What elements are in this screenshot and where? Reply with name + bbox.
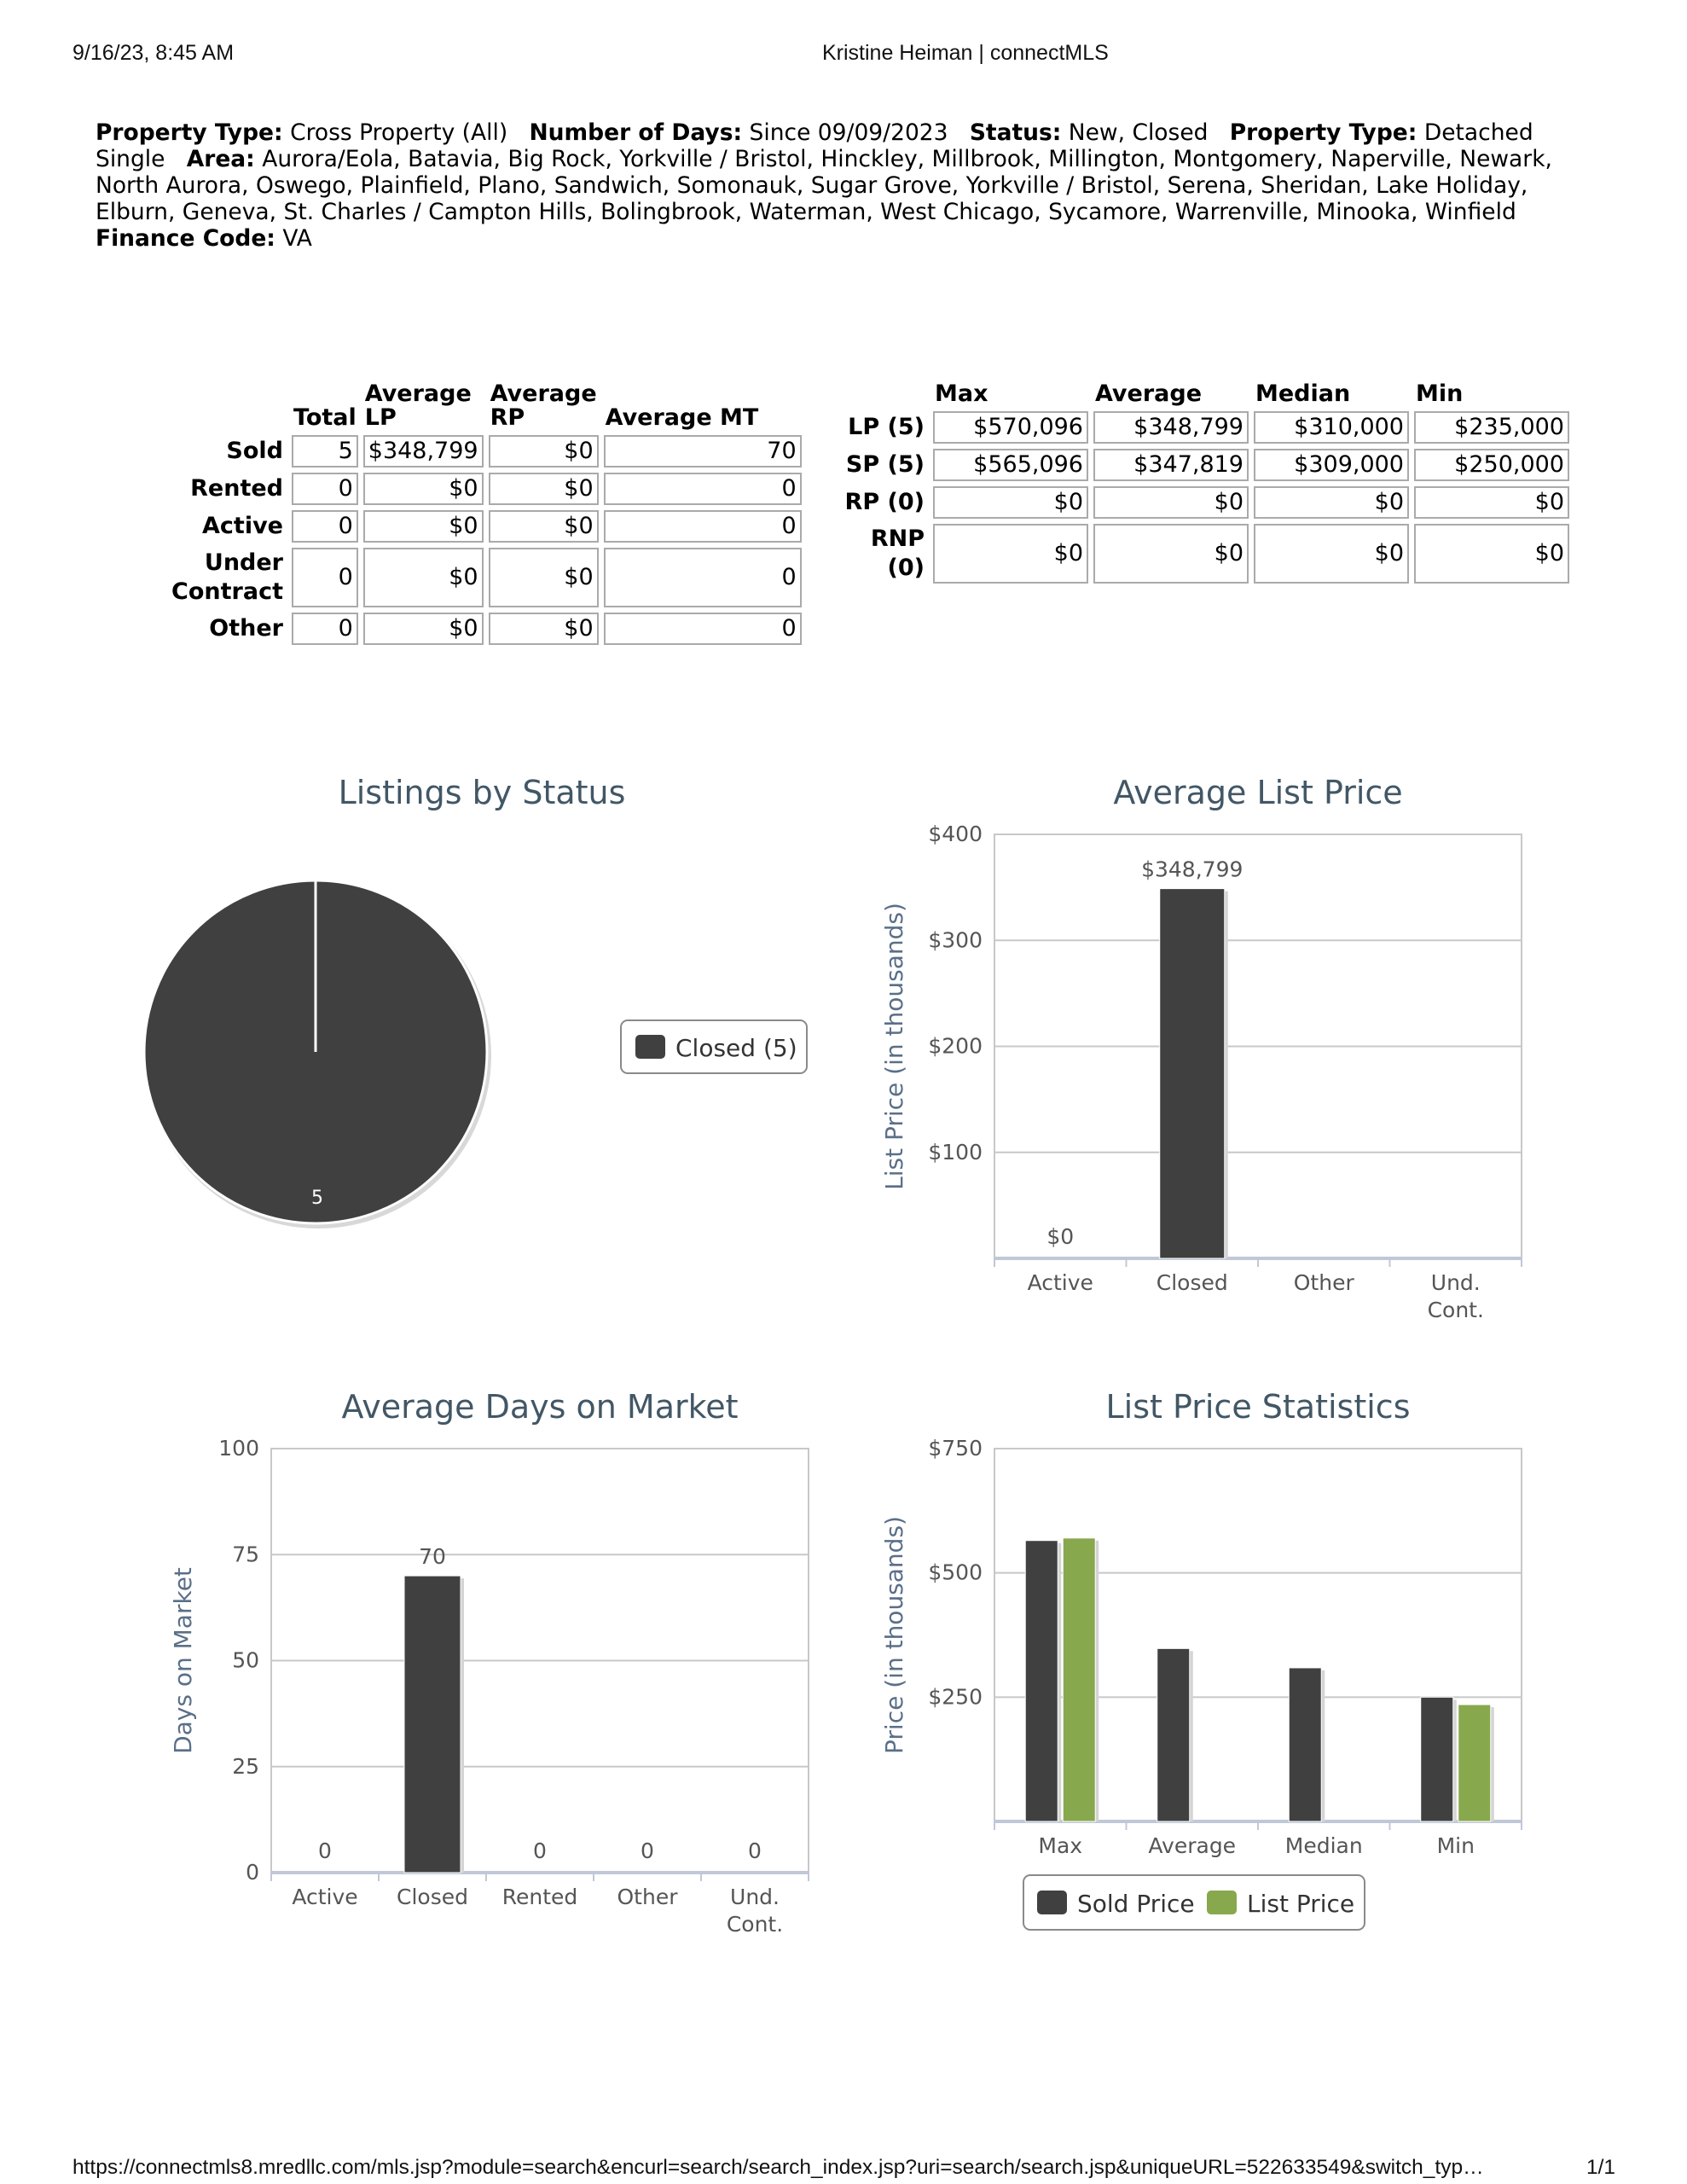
y-tick-label: 0 xyxy=(246,1860,259,1885)
chart-title: Average List Price xyxy=(1113,774,1403,811)
y-tick-label: $250 xyxy=(928,1684,983,1710)
y-tick-label: $750 xyxy=(928,1436,983,1461)
bar-sold-price xyxy=(1289,1668,1321,1821)
average-list-price-chart xyxy=(853,768,1569,1348)
table-cell: $0 xyxy=(363,548,484,607)
table-cell: $0 xyxy=(489,613,599,645)
x-tick-label: Other xyxy=(617,1885,678,1909)
column-header: Max xyxy=(935,380,988,407)
chart-title: Average Days on Market xyxy=(341,1388,739,1426)
criteria-label: Property Type: xyxy=(96,119,283,146)
criteria-label: Number of Days: xyxy=(529,119,743,146)
y-tick-label: 75 xyxy=(232,1542,259,1567)
table-cell: $0 xyxy=(1254,524,1409,584)
data-label: 0 xyxy=(641,1838,654,1863)
x-tick-label: Min xyxy=(1436,1833,1475,1858)
chart-title: List Price Statistics xyxy=(1105,1388,1411,1426)
row-label: RP (0) xyxy=(844,489,925,515)
criteria-label: Finance Code: xyxy=(96,225,275,252)
legend-label-list-price: List Price xyxy=(1247,1890,1355,1918)
criteria-value: Since 09/09/2023 xyxy=(749,119,948,146)
table-cell: $570,096 xyxy=(933,411,1088,444)
table-cell: $0 xyxy=(933,524,1088,584)
chart-title: Listings by Status xyxy=(338,774,626,811)
y-tick-label: $300 xyxy=(928,927,983,953)
bar xyxy=(404,1576,461,1873)
table-cell: $0 xyxy=(1093,524,1249,584)
search-criteria xyxy=(96,119,1614,252)
table-cell: $250,000 xyxy=(1414,449,1569,481)
column-header: Average RP xyxy=(490,380,597,431)
x-tick-label: Other xyxy=(1293,1270,1354,1295)
data-label: 0 xyxy=(748,1838,762,1863)
criteria-label: Status: xyxy=(969,119,1062,146)
x-tick-label: Und. Cont. xyxy=(726,1885,784,1937)
legend-label-sold-price: Sold Price xyxy=(1077,1890,1195,1918)
table-cell: $0 xyxy=(933,486,1088,519)
x-tick-label: Median xyxy=(1284,1833,1363,1858)
table-cell: $348,799 xyxy=(363,435,484,468)
x-tick-label: Rented xyxy=(501,1885,578,1909)
bar-sold-price xyxy=(1421,1697,1453,1821)
column-header: Median xyxy=(1255,380,1351,407)
table-row xyxy=(831,411,1569,444)
table-cell: $235,000 xyxy=(1414,411,1569,444)
row-label: SP (5) xyxy=(845,451,925,478)
column-header: Total xyxy=(293,404,357,431)
table-cell: 70 xyxy=(604,435,802,468)
table-cell: 5 xyxy=(292,435,358,468)
table-cell: 0 xyxy=(604,613,802,645)
row-label: Rented xyxy=(190,475,283,502)
criteria-value: New, Closed xyxy=(1068,119,1209,146)
data-label: $348,799 xyxy=(1141,857,1244,882)
table-cell: 0 xyxy=(604,510,802,543)
y-tick-label: $400 xyxy=(928,822,983,846)
y-axis-title: Days on Market xyxy=(169,1567,197,1754)
x-tick-label: Closed xyxy=(397,1885,468,1909)
criteria-label: Area: xyxy=(186,146,255,172)
legend-swatch-closed xyxy=(635,1035,665,1059)
table-cell: $0 xyxy=(1414,486,1569,519)
table-cell: 0 xyxy=(292,548,358,607)
table-row xyxy=(831,486,1569,519)
data-label: 0 xyxy=(318,1838,332,1863)
data-label: 70 xyxy=(419,1544,446,1570)
table-row xyxy=(96,613,802,645)
y-tick-label: $200 xyxy=(928,1033,983,1059)
table-row xyxy=(96,435,802,468)
bar xyxy=(1160,889,1225,1258)
table-row xyxy=(831,449,1569,481)
column-header: Average LP xyxy=(364,380,472,431)
y-tick-label: 100 xyxy=(218,1436,259,1461)
table-cell: $0 xyxy=(363,473,484,505)
table-cell: $0 xyxy=(1093,486,1249,519)
row-label: Active xyxy=(202,513,283,539)
footer-url: https://connectmls8.mredllc.com/mls.jsp?module=search&encurl=search/search_index.jsp?uri=search/search.jsp&uniqueURL=522633549&switch_typ… xyxy=(72,2156,1484,2179)
x-tick-label: Max xyxy=(1038,1833,1083,1858)
y-tick-label: 50 xyxy=(232,1647,259,1673)
bar-list-price xyxy=(1063,1538,1095,1821)
row-label: RNP (0) xyxy=(870,526,925,581)
row-label: Under Contract xyxy=(171,549,283,605)
data-label: $0 xyxy=(1046,1224,1075,1249)
print-datetime: 9/16/23, 8:45 AM xyxy=(72,41,235,65)
data-label: 0 xyxy=(533,1838,547,1863)
column-header: Average MT xyxy=(605,404,759,431)
table-cell: $310,000 xyxy=(1254,411,1409,444)
y-tick-label: $500 xyxy=(928,1560,983,1585)
criteria-value: Detached Single xyxy=(96,119,1533,172)
table-cell: 0 xyxy=(604,548,802,607)
pie-slice-label: 5 xyxy=(311,1188,323,1209)
row-label: Other xyxy=(209,615,283,642)
criteria-value: Aurora/Eola, Batavia, Big Rock, Yorkville / Bristol, Hinckley, Millbrook, Millington, Montgomery, Naperville, Newark, North Aurora, Oswego, Plainfield, Plano, Sandwich, Somonauk, Sugar Grove, Yorkville / Bristol, Serena, Sheridan, Lake Holiday, Elburn, Geneva, St. Charles / Campton Hills, Bolingbrook, Waterman, West Chicago, Sycamore, Warrenville, Minooka, Winfield xyxy=(96,146,1552,225)
table-cell: $0 xyxy=(489,435,599,468)
list-price-statistics-chart xyxy=(853,1382,1569,1945)
average-days-on-market-chart xyxy=(136,1382,853,1945)
legend-label-closed: Closed (5) xyxy=(675,1034,797,1062)
listings-by-status-chart xyxy=(119,768,836,1246)
bar-sold-price xyxy=(1157,1648,1190,1821)
footer-page-number: 1/1 xyxy=(1586,2156,1616,2179)
column-header: Average xyxy=(1095,380,1203,407)
y-axis-title: List Price (in thousands) xyxy=(880,903,908,1190)
page-title: Kristine Heiman | connectMLS xyxy=(822,41,1109,65)
legend-swatch-sold-price xyxy=(1037,1891,1067,1914)
criteria-value: VA xyxy=(282,225,312,252)
row-label: LP (5) xyxy=(848,414,925,440)
table-cell: $347,819 xyxy=(1093,449,1249,481)
table-row xyxy=(96,548,802,607)
price-summary-table xyxy=(826,377,1574,589)
column-header: Min xyxy=(1416,380,1464,407)
table-cell: $0 xyxy=(489,510,599,543)
x-tick-label: Closed xyxy=(1156,1270,1228,1295)
x-tick-label: Active xyxy=(1027,1270,1093,1295)
table-cell: 0 xyxy=(292,473,358,505)
table-cell: $0 xyxy=(363,613,484,645)
table-row xyxy=(96,473,802,505)
table-row xyxy=(96,510,802,543)
table-cell: 0 xyxy=(292,510,358,543)
table-cell: $0 xyxy=(363,510,484,543)
bar-sold-price xyxy=(1025,1541,1058,1821)
y-tick-label: 25 xyxy=(232,1753,259,1779)
bar-list-price xyxy=(1458,1705,1491,1821)
criteria-value: Cross Property (All) xyxy=(290,119,508,146)
legend-swatch-list-price xyxy=(1207,1891,1237,1914)
table-cell: $0 xyxy=(489,473,599,505)
table-cell: $348,799 xyxy=(1093,411,1249,444)
x-tick-label: Active xyxy=(292,1885,358,1909)
row-label: Sold xyxy=(226,438,283,464)
table-cell: $0 xyxy=(1254,486,1409,519)
table-row xyxy=(831,524,1569,584)
y-axis-title: Price (in thousands) xyxy=(880,1516,908,1754)
x-tick-label: Und. Cont. xyxy=(1427,1270,1484,1322)
criteria-label: Property Type: xyxy=(1229,119,1417,146)
table-cell: $0 xyxy=(489,548,599,607)
table-cell: $0 xyxy=(1414,524,1569,584)
table-cell: $565,096 xyxy=(933,449,1088,481)
table-cell: $309,000 xyxy=(1254,449,1409,481)
x-tick-label: Average xyxy=(1148,1833,1237,1858)
table-cell: 0 xyxy=(604,473,802,505)
table-cell: 0 xyxy=(292,613,358,645)
status-summary-table xyxy=(90,377,807,650)
y-tick-label: $100 xyxy=(928,1139,983,1165)
